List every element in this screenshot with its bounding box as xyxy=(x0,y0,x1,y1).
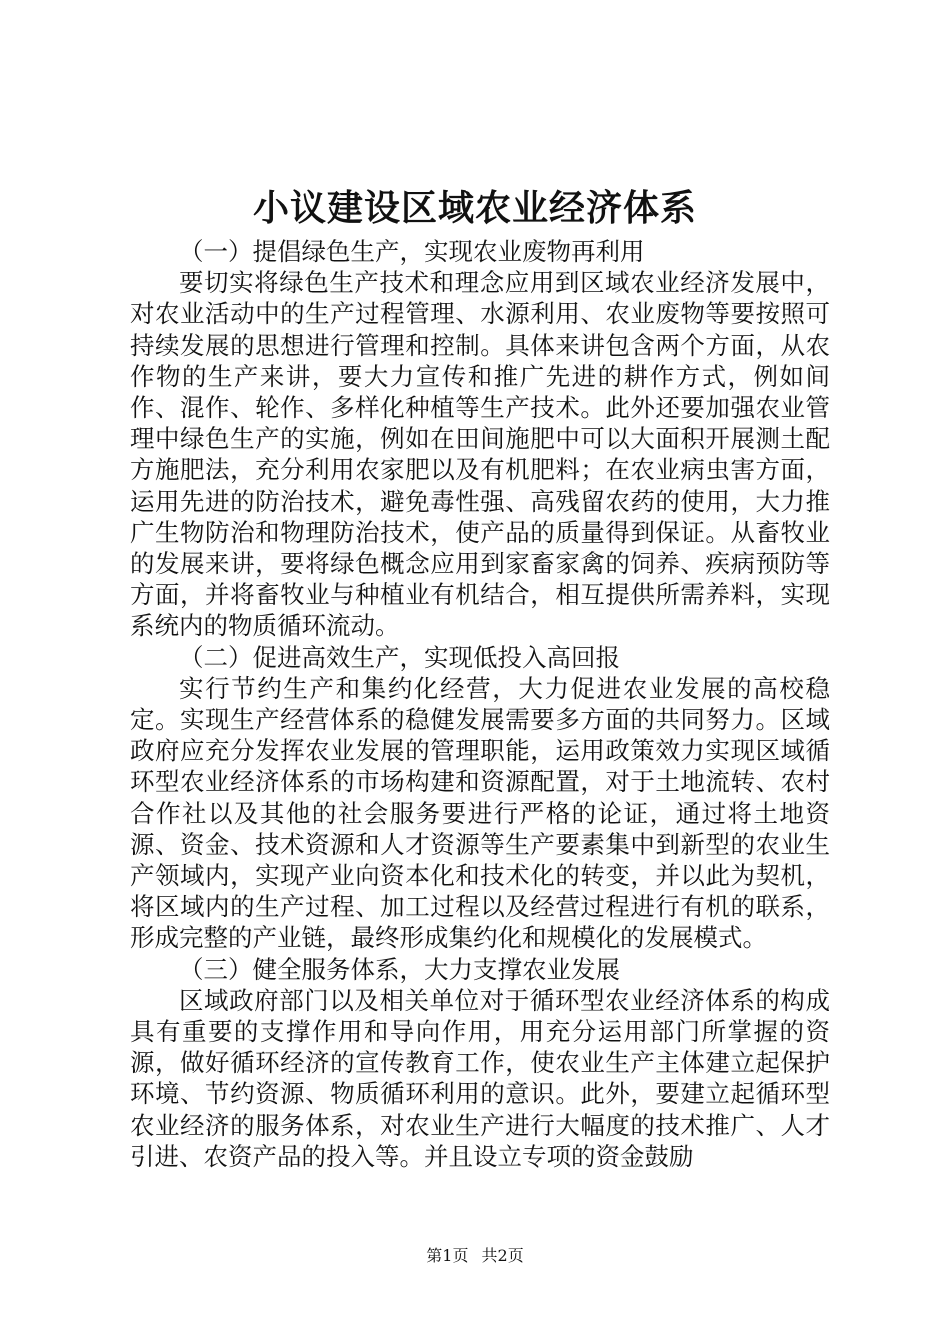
page-number-current: 第1页 xyxy=(426,1246,469,1265)
section-heading-2: （二）促进高效生产，实现低投入高回报 xyxy=(179,642,620,672)
page-number-total: 共2页 xyxy=(481,1246,524,1265)
section-heading-1: （一）提倡绿色生产，实现农业废物再利用 xyxy=(179,237,645,266)
section-heading-3: （三）健全服务体系，大力支撑农业发展 xyxy=(179,954,620,984)
document-title: 小议建设区域农业经济体系 xyxy=(252,187,697,229)
body-paragraph-2: 实行节约生产和集约化经营，大力促进农业发展的高校稳定。实现生产经营体系的稳健发展需要多方面的共同努力。区域政府应充分发挥农业发展的管理职能，运用政策效力实现区域循环型农业经济体系的市场构建和资源配置，对于土地流转、农村合作社以及其他的社会服务要进行严格的论证，通过将土地资源、资金、技术资源和人才资源等生产要素集中到新型的农业生产领域内，实现产业向资本化和技术化的转变，并以此为契机，将区域内的生产过程、加工过程以及经营过程进行有机的联系，形成完整的产业链，最终形成集约化和规模化的发展模式。 xyxy=(130,673,830,953)
body-paragraph-3: 区域政府部门以及相关单位对于循环型农业经济体系的构成具有重要的支撑作用和导向作用，用充分运用部门所掌握的资源，做好循环经济的宣传教育工作，使农业生产主体建立起保护环境、节约资源、物质循环利用的意识。此外，要建立起循环型农业经济的服务体系，对农业生产进行大幅度的技术推广、人才引进、农资产品的投入等。并且设立专项的资金鼓励 xyxy=(130,985,830,1171)
document-body xyxy=(130,236,830,1172)
page-footer xyxy=(0,1244,950,1268)
body-paragraph-1: 要切实将绿色生产技术和理念应用到区域农业经济发展中，对农业活动中的生产过程管理、水源利用、农业废物等要按照可持续发展的思想进行管理和控制。具体来讲包含两个方面，从农作物的生产来讲，要大力宣传和推广先进的耕作方式，例如间作、混作、轮作、多样化种植等生产技术。此外还要加强农业管理中绿色生产的实施，例如在田间施肥中可以大面积开展测土配方施肥法，充分利用农家肥以及有机肥料；在农业病虫害方面，运用先进的防治技术，避免毒性强、高残留农药的使用，大力推广生物防治和物理防治技术，使产品的质量得到保证。从畜牧业的发展来讲，要将绿色概念应用到家畜家禽的饲养、疾病预防等方面，并将畜牧业与种植业有机结合，相互提供所需养料，实现系统内的物质循环流动。 xyxy=(130,268,830,641)
